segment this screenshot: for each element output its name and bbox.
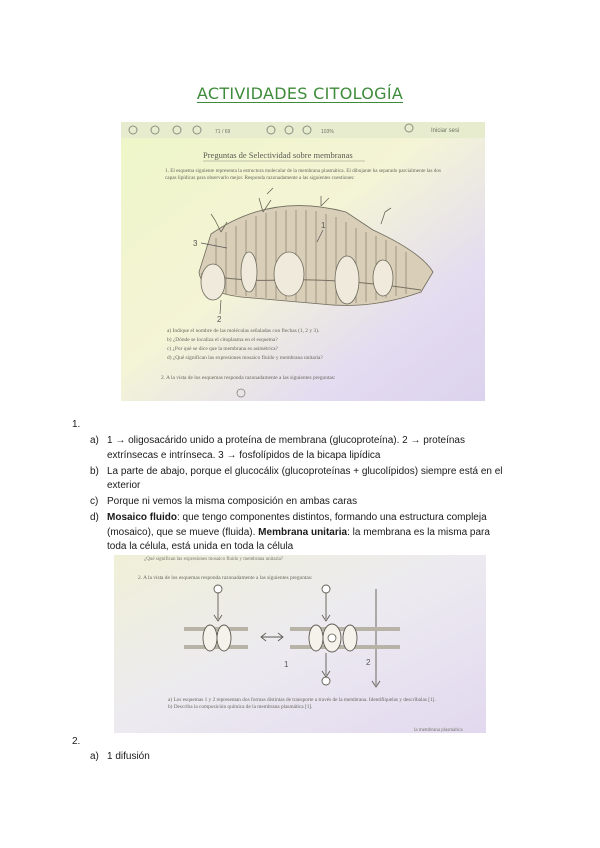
- answer-letter: c): [90, 496, 99, 507]
- membrane-question-photo: [121, 122, 485, 401]
- photo1-item: c) ¿Por qué se dice que la membrana es asimétrica?: [167, 346, 278, 352]
- term-membrana-unitaria: Membrana unitaria: [258, 526, 348, 538]
- answer-text: 1 → oligosacárido unido a proteína de membrana (glucoproteína). 2 → proteínas extrínsecas e intrínseca. 3 → fosfolípidos de la bicapa lipídica: [107, 435, 465, 461]
- signin-label: Iniciar sesi: [431, 128, 460, 134]
- question-number: 2.: [72, 736, 81, 747]
- photo2-right-text: la membrana plasmática: [414, 728, 463, 733]
- photo2-question2: 2. A la vista de los esquemas responda razonadamente a las siguientes preguntas:: [138, 575, 313, 581]
- photo1-question2: 2. A la vista de los esquemas responda razonadamente a las siguientes preguntas:: [161, 375, 336, 381]
- answer-item: [90, 750, 510, 765]
- photo2-top-text: ¿Qué significan las expresiones mosaico fluido y membrana unitaria?: [144, 557, 284, 562]
- answers-list: [90, 750, 510, 766]
- diagram-label: 3: [193, 239, 198, 248]
- answer-letter: a): [90, 751, 99, 762]
- diagram-label: 2: [217, 315, 222, 324]
- photo1-header: Preguntas de Selectividad sobre membranas: [203, 150, 353, 160]
- photo2-item: b) Describa la composición química de la membrana plasmática [1].: [168, 703, 313, 710]
- page-title: ACTIVIDADES CITOLOGÍA: [196, 84, 404, 103]
- transport-question-photo: [114, 555, 486, 733]
- answers-list: [90, 434, 510, 556]
- answer-text: Porque ni vemos la misma composición en ambas caras: [107, 496, 358, 507]
- photo2-item: a) Los esquemas 1 y 2 representan dos formas distintas de transporte a través de la membrana. Identifíquelas y descríbalas [1].: [168, 697, 436, 703]
- answer-letter: d): [90, 512, 99, 523]
- photo1-item: b) ¿Dónde se localiza el citoplasma en el esquema?: [167, 337, 278, 343]
- page-counter: 71 / 69: [215, 129, 231, 135]
- answer-text: La parte de abajo, porque el glucocálix (glucoproteínas + glucolípidos) siempre está en el exterior: [107, 465, 503, 491]
- answer-item: [90, 465, 510, 494]
- diagram-label: 2: [366, 658, 371, 667]
- answer-text: : que tengo componentes distintos, formando una estructura compleja (mosaico), que se mueve (fluida).: [107, 512, 487, 538]
- answer-letter: a): [90, 435, 99, 446]
- term-mosaico-fluido: Mosaico fluido: [107, 512, 177, 523]
- photo1-question1: 1. El esquema siguiente representa la estructura molecular de la membrana plasmática. El dibujante ha separado parcialmente las dos capas lipídicas para observarlo mejor. Responda razonadamente a las siguientes cuestiones:: [165, 168, 441, 181]
- photo1-item: d) ¿Qué significan las expresiones mosaico fluido y membrana unitaria?: [167, 355, 323, 361]
- question-number: 1.: [72, 419, 81, 430]
- answer-item: [90, 434, 510, 463]
- diagram-label: 1: [321, 221, 326, 230]
- photo1-item: a) Indique el nombre de las moléculas señaladas con flechas (1, 2 y 3).: [167, 328, 320, 334]
- answer-letter: b): [90, 465, 99, 477]
- zoom-level: 103%: [321, 129, 334, 135]
- answer-item: [90, 495, 510, 510]
- answer-item: [90, 511, 510, 555]
- answer-text: 1 difusión: [107, 751, 150, 762]
- answer-text: : la membrana es la misma para toda la célula, está unida en toda la célula: [107, 526, 490, 552]
- diagram-label: 1: [284, 660, 289, 669]
